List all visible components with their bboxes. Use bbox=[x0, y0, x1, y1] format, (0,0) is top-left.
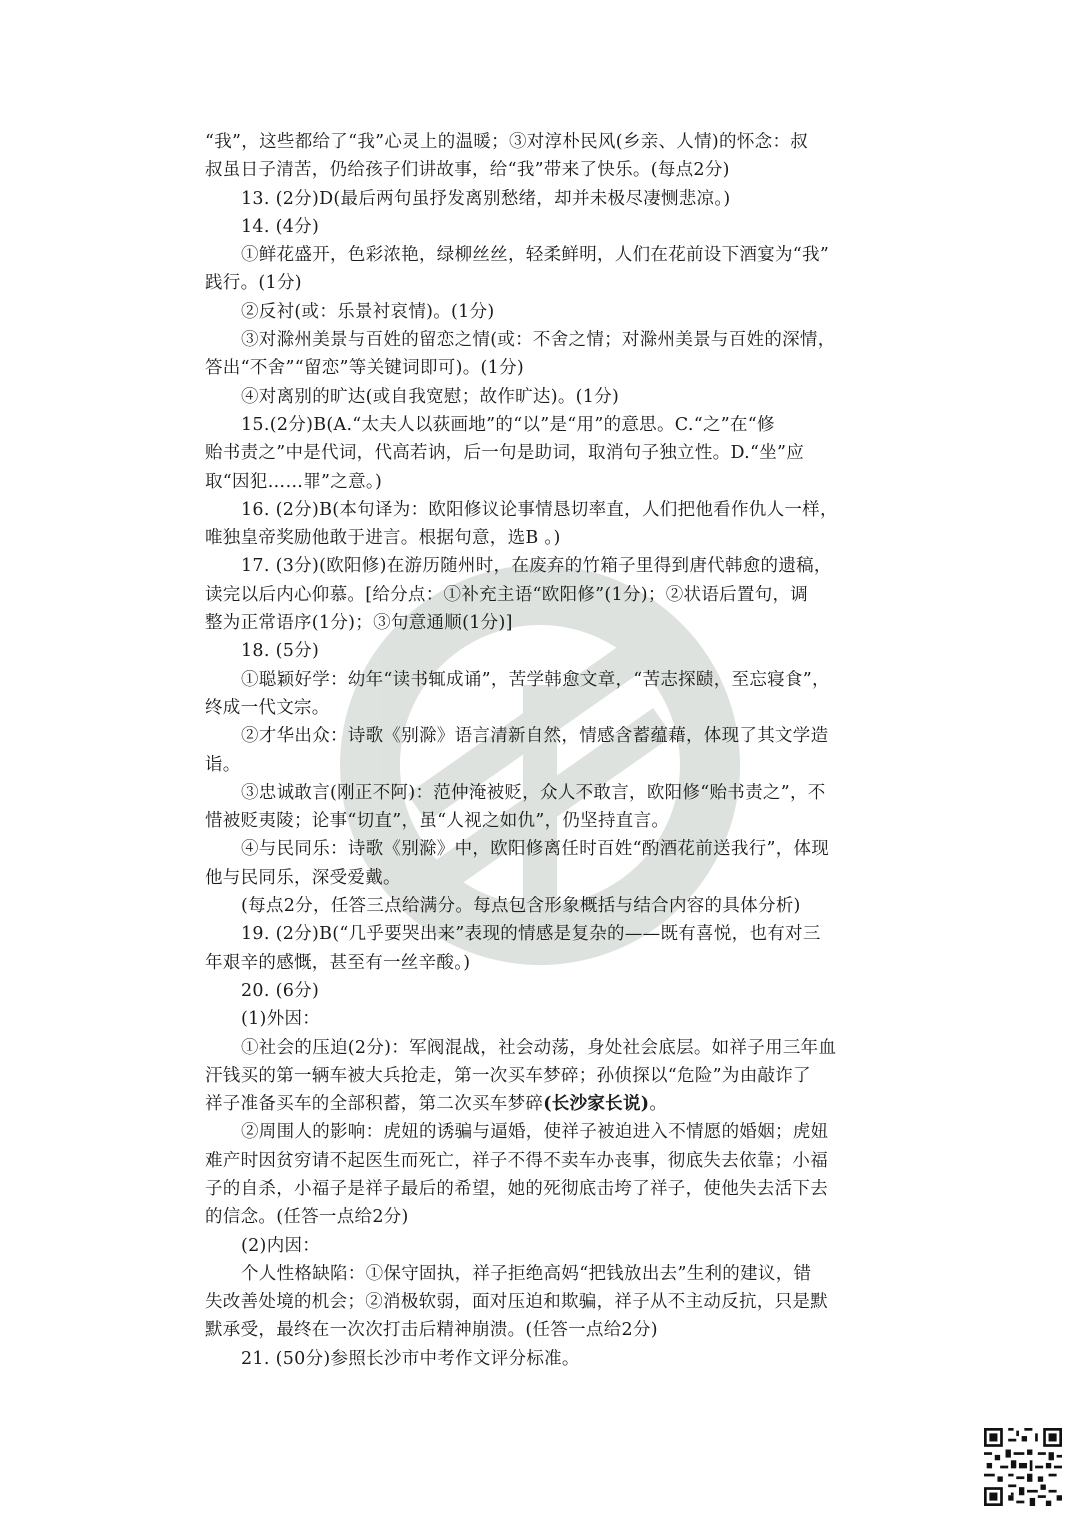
text-line-tail: 。 bbox=[649, 1094, 668, 1115]
text-line bbox=[205, 1034, 885, 1062]
text-line-content: 年艰辛的感慨，甚至有一丝辛酸。) bbox=[205, 952, 471, 973]
text-line bbox=[205, 439, 885, 467]
text-line bbox=[205, 213, 885, 241]
text-line bbox=[205, 1203, 885, 1231]
text-line bbox=[205, 524, 885, 552]
text-line bbox=[205, 1062, 885, 1090]
text-line bbox=[205, 666, 885, 694]
text-line bbox=[205, 383, 885, 411]
text-line bbox=[205, 468, 885, 496]
text-line-content: (每点2分，任答三点给满分。每点包含形象概括与结合内容的具体分析) bbox=[241, 896, 801, 917]
text-line-content: 14. (4分) bbox=[241, 216, 320, 237]
text-line-content: 他与民同乐，深受爱戴。 bbox=[205, 867, 401, 888]
text-line bbox=[205, 977, 885, 1005]
text-line bbox=[205, 1147, 885, 1175]
text-line bbox=[205, 156, 885, 184]
text-line-content: 整为正常语序(1分)；③句意通顺(1分)] bbox=[205, 613, 513, 634]
text-line bbox=[205, 609, 885, 637]
text-line-content: 失改善处境的机会；②消极软弱，面对压迫和欺骗，祥子从不主动反抗，只是默 bbox=[205, 1292, 828, 1313]
text-line-content: ②周围人的影响：虎妞的诱骗与逼婚，使祥子被迫进入不情愿的婚姻；虎妞 bbox=[241, 1122, 829, 1143]
text-line-content: ②反衬(或：乐景衬哀情)。(1分) bbox=[241, 301, 495, 322]
text-line-content: ③对滁州美景与百姓的留恋之情(或：不舍之情；对滁州美景与百姓的深情， bbox=[241, 330, 836, 351]
text-line bbox=[205, 354, 885, 382]
text-line bbox=[205, 1316, 885, 1344]
text-line bbox=[205, 835, 885, 863]
text-line bbox=[205, 949, 885, 977]
text-line bbox=[205, 1260, 885, 1288]
text-line-content: 的信念。(任答一点给2分) bbox=[205, 1207, 409, 1228]
text-line-content: 17. (3分)(欧阳修)在游历随州时，在废弃的竹箱子里得到唐代韩愈的遗稿， bbox=[241, 556, 832, 577]
answer-key-text bbox=[205, 128, 885, 1373]
text-line-content: 贻书责之”中是代词，代高若讷，后一句是助词，取消句子独立性。D.“坐”应 bbox=[205, 443, 805, 464]
text-line-content: 默承受，最终在一次次打击后精神崩溃。(任答一点给2分) bbox=[205, 1320, 658, 1341]
text-line bbox=[205, 864, 885, 892]
text-line bbox=[205, 552, 885, 580]
text-line-content: 难产时因贫穷请不起医生而死亡，祥子不得不卖车办丧事，彻底失去依靠；小福 bbox=[205, 1150, 828, 1171]
text-line-content: ①社会的压迫(2分)：军阀混战，社会动荡，身处社会底层。如祥子用三年血 bbox=[241, 1037, 837, 1058]
text-line-content: ①聪颖好学：幼年“读书辄成诵”，苦学韩愈文章，“苦志探赜，至忘寝食”， bbox=[241, 669, 830, 690]
text-line bbox=[205, 581, 885, 609]
text-line bbox=[205, 1232, 885, 1260]
text-line-content: 读完以后内心仰慕。[给分点：①补充主语“欧阳修”(1分)；②状语后置句，调 bbox=[205, 584, 809, 605]
text-line bbox=[205, 1288, 885, 1316]
text-line bbox=[205, 751, 885, 779]
text-line-content: 惜被贬夷陵；论事“切直”，虽“人视之如仇”，仍坚持直言。 bbox=[205, 811, 670, 832]
text-line-content: 子的自杀，小福子是祥子最后的希望，她的死彻底击垮了祥子，使他失去活下去 bbox=[205, 1178, 828, 1199]
text-line-content: “我”，这些都给了“我”心灵上的温暖；③对淳朴民风(乡亲、人情)的怀念：叔 bbox=[205, 132, 809, 152]
text-line bbox=[205, 694, 885, 722]
text-line-content: 唯独皇帝奖励他敢于进言。根据句意，选B 。) bbox=[205, 528, 561, 549]
text-line-content: 终成一代文宗。 bbox=[205, 697, 330, 718]
text-line bbox=[205, 298, 885, 326]
text-line bbox=[205, 128, 885, 156]
text-line bbox=[205, 1175, 885, 1203]
text-line bbox=[205, 326, 885, 354]
text-line bbox=[205, 920, 885, 948]
text-line bbox=[205, 496, 885, 524]
qr-code-icon bbox=[984, 1428, 1062, 1506]
text-line-content: ②才华出众：诗歌《别滁》语言清新自然，情感含蓄蕴藉，体现了其文学造 bbox=[241, 726, 829, 747]
text-line-content: (2)内因： bbox=[241, 1235, 321, 1256]
text-line-content: 践行。(1分) bbox=[205, 273, 302, 294]
text-line-content: 答出“不舍”“留恋”等关键词即可)。(1分) bbox=[205, 358, 525, 379]
text-line bbox=[205, 1005, 885, 1033]
text-line-content: (1)外因： bbox=[241, 1009, 321, 1030]
text-line-content: ④对离别的旷达(或自我宽慰；故作旷达)。(1分) bbox=[241, 386, 620, 407]
text-line-content: 13. (2分)D(最后两句虽抒发离别愁绪，却并未极尽凄恻悲凉。) bbox=[241, 188, 731, 209]
text-line-content: ③忠诚敢言(刚正不阿)：范仲淹被贬，众人不敢言，欧阳修“贻书责之”，不 bbox=[241, 782, 826, 803]
text-line bbox=[205, 1345, 885, 1373]
text-line-content: 取“因犯……罪”之意。) bbox=[205, 471, 383, 492]
text-line-content: 祥子准备买车的全部积蓄，第二次买车梦碎 bbox=[205, 1094, 544, 1115]
text-line-content: 19. (2分)B(“几乎要哭出来”表现的情感是复杂的——既有喜悦，也有对三 bbox=[241, 924, 821, 945]
text-line bbox=[205, 1090, 885, 1118]
text-line-content: 叔虽日子清苦，仍给孩子们讲故事，给“我”带来了快乐。(每点2分) bbox=[205, 160, 730, 181]
text-line-content: ①鲜花盛开，色彩浓艳，绿柳丝丝，轻柔鲜明，人们在花前设下酒宴为“我” bbox=[241, 245, 830, 266]
text-line-content: 诣。 bbox=[205, 754, 241, 775]
bold-source-tag: (长沙家长说) bbox=[543, 1094, 650, 1115]
text-line bbox=[205, 722, 885, 750]
text-line bbox=[205, 411, 885, 439]
text-line-content: 16. (2分)B(本句译为：欧阳修议论事情恳切率直，人们把他看作仇人一样， bbox=[241, 499, 838, 520]
text-line-content: 汗钱买的第一辆车被大兵抢走，第一次买车梦碎；孙侦探以“危险”为由敲诈了 bbox=[205, 1065, 811, 1086]
text-line-content: 个人性格缺陷：①保守固执，祥子拒绝高妈“把钱放出去”生利的建议，错 bbox=[241, 1263, 812, 1284]
text-line bbox=[205, 807, 885, 835]
text-line bbox=[205, 892, 885, 920]
text-line bbox=[205, 1118, 885, 1146]
text-line-content: 20. (6分) bbox=[241, 980, 320, 1001]
text-line-content: 15.(2分)B(A.“太夫人以荻画地”的“以”是“用”的意思。C.“之”在“修 bbox=[241, 414, 775, 435]
text-line bbox=[205, 637, 885, 665]
text-line bbox=[205, 241, 885, 269]
text-line-content: 21. (50分)参照长沙市中考作文评分标准。 bbox=[241, 1348, 580, 1369]
text-line bbox=[205, 269, 885, 297]
text-line bbox=[205, 185, 885, 213]
text-line bbox=[205, 779, 885, 807]
text-line-content: 18. (5分) bbox=[241, 641, 320, 662]
text-line-content: ④与民同乐：诗歌《别滁》中，欧阳修离任时百姓“酌酒花前送我行”，体现 bbox=[241, 839, 830, 860]
